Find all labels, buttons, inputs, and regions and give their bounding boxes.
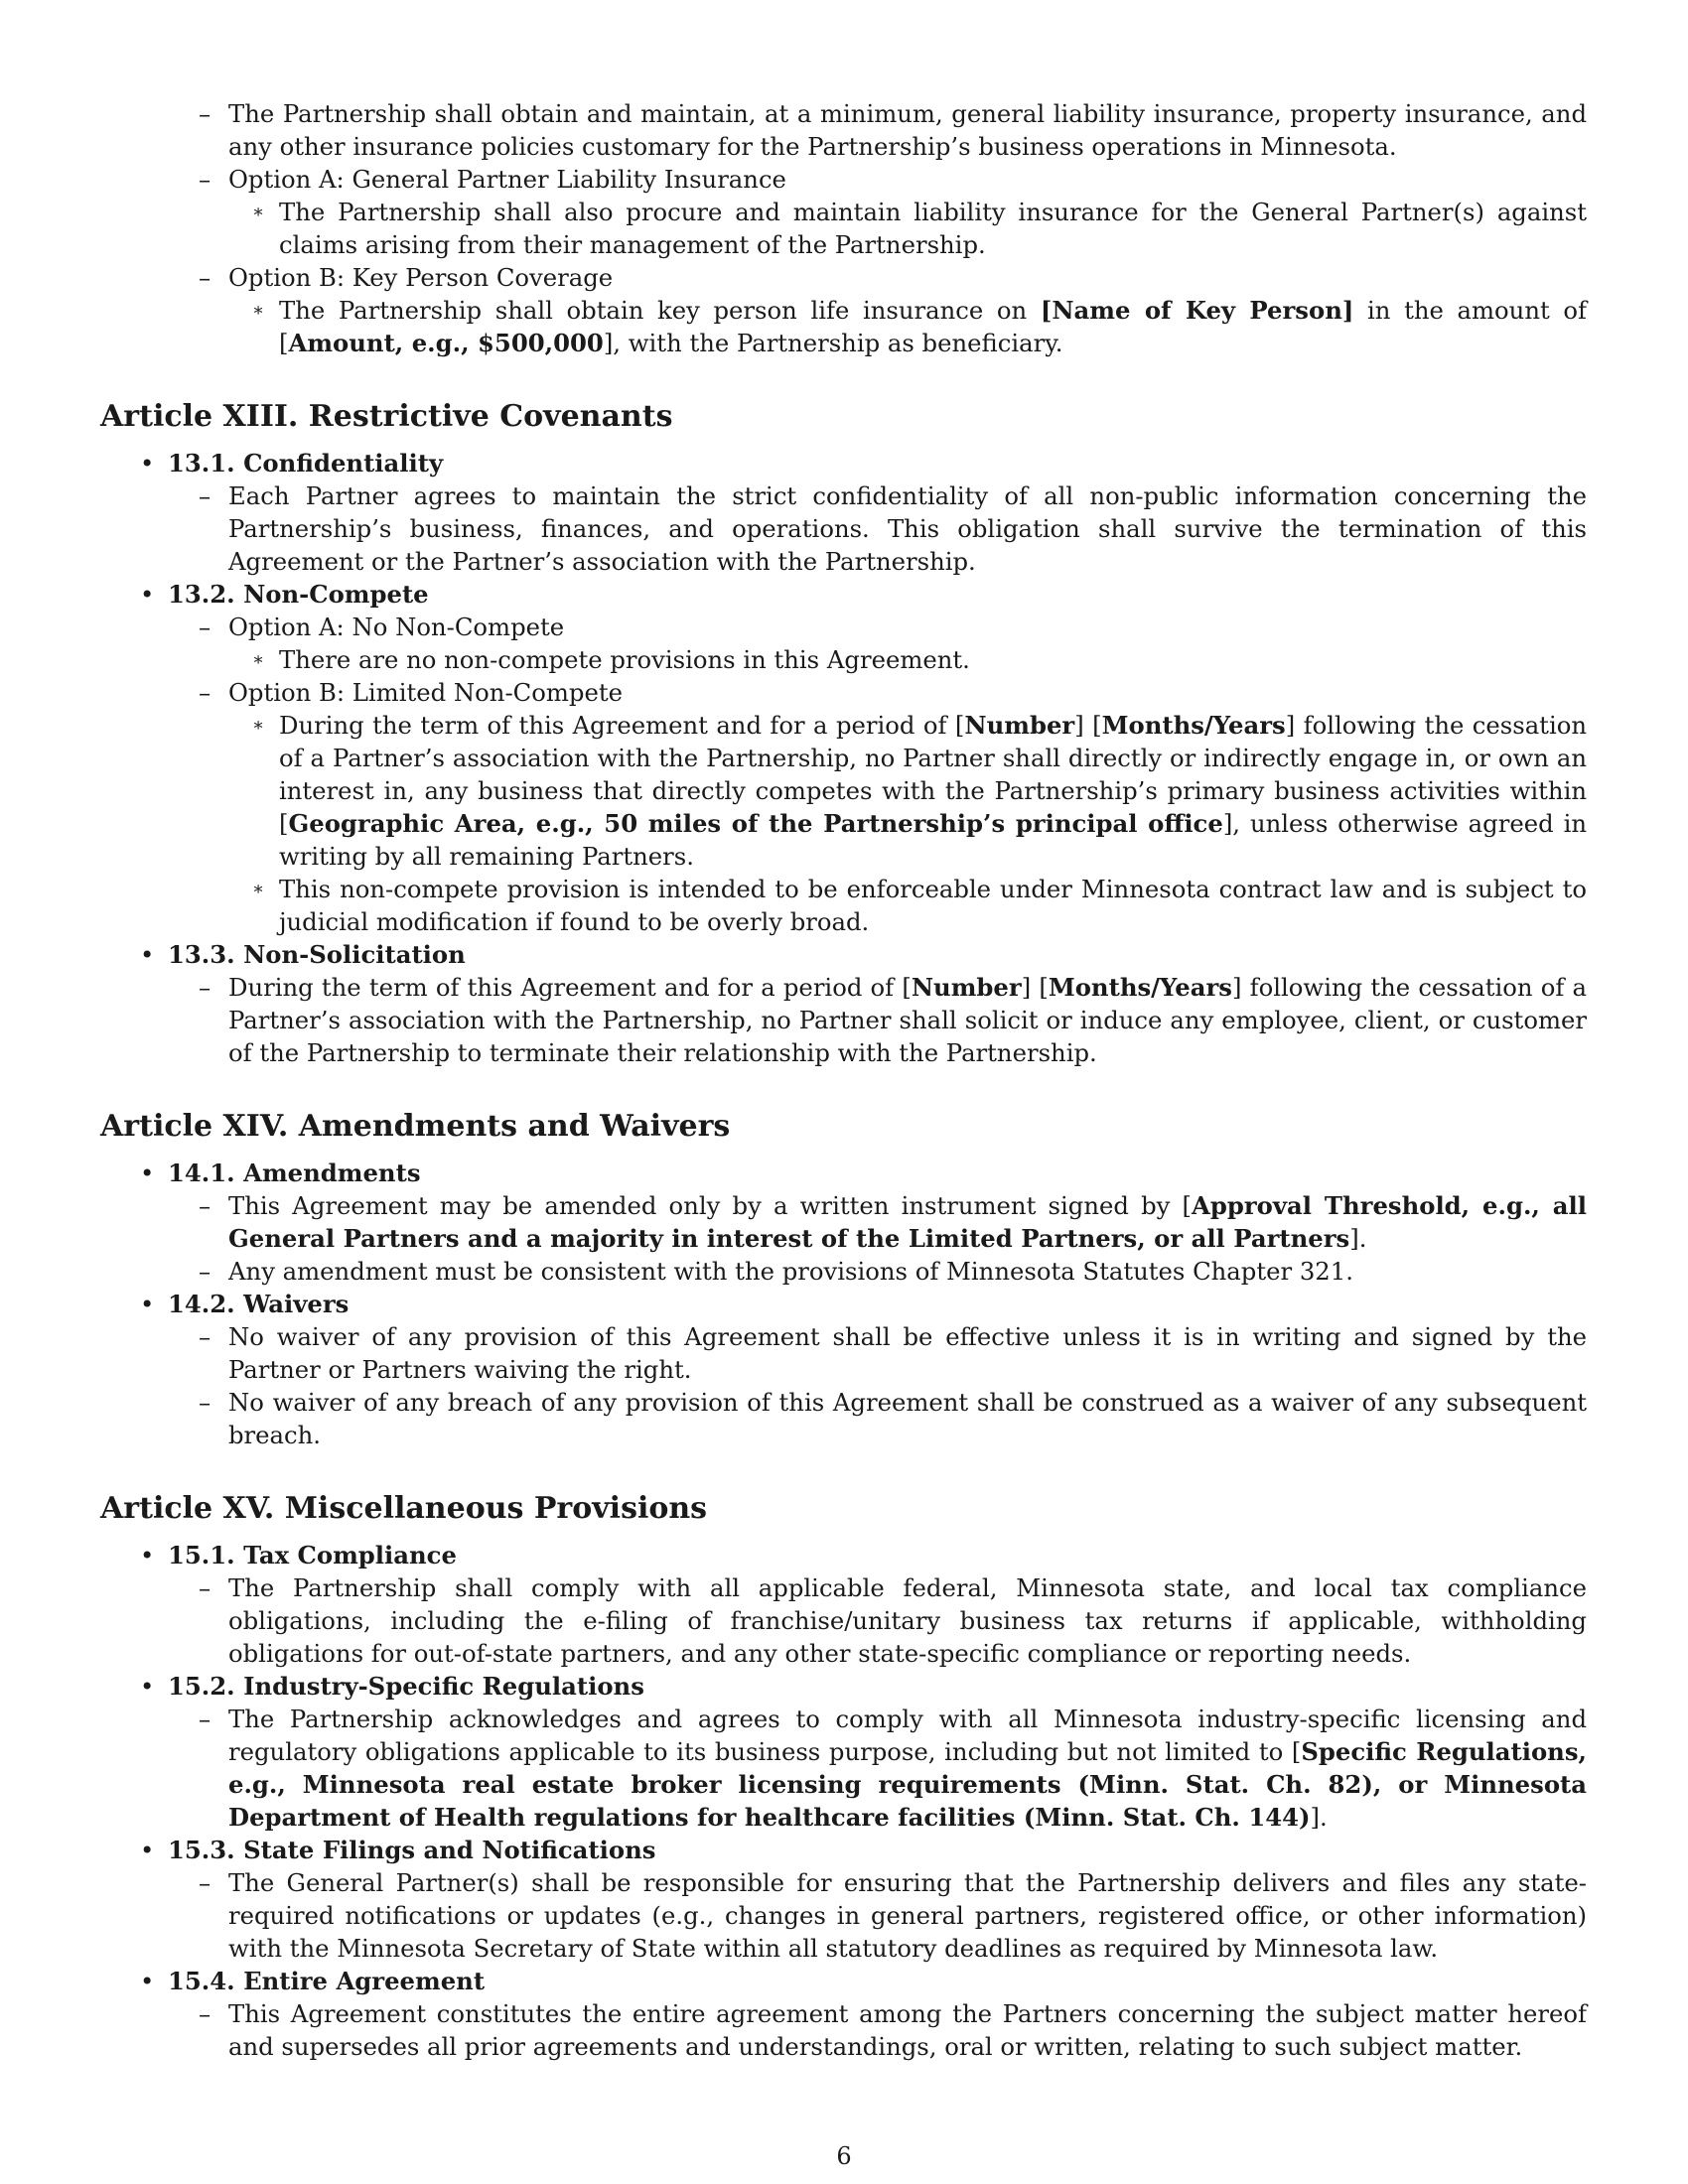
bullet-marker: • [140,1836,155,1864]
placeholder-approval-threshold: Approval Threshold, e.g., all General Partners and a majority in interest of the Limited Partners, or all Partners [228,1191,1588,1253]
placeholder-months-years: Months/Years [1048,973,1232,1002]
text-run: ], with the Partnership as beneficiary. [603,329,1063,357]
tax-compliance-item [199,1571,1587,1670]
text-run: in the amount of [ [279,296,1587,357]
text-run: The Partnership acknowledges and agrees to comply with all Minnesota industry-specific licensing and regulatory obligations applicable to its business purpose, including but not limited to [ [228,1705,1587,1766]
section-13-3 [140,938,1587,971]
text-run: The Partnership shall obtain key person life insurance on [279,296,1041,325]
bullet-marker: • [140,1967,155,1995]
dash-marker: – [199,1999,211,2028]
state-filings-text: The General Partner(s) shall be responsible for ensuring that the Partnership delivers and files any state-required notifications or updates (e.g., changes in general partners, registered office, or other information) with the Minnesota Secretary of State within all statutory deadlines as required by Minnesota law. [228,1868,1587,1963]
text-run: ]. [1349,1224,1367,1253]
noncompete-option-a [199,611,1587,643]
text-run: During the term of this Agreement and for a period of [ [228,973,912,1002]
waivers-item-2 [199,1386,1587,1451]
section-title: 13.3. Non-Solicitation [168,940,466,969]
dash-marker: – [199,99,211,128]
section-title: 15.2. Industry-Specific Regulations [168,1672,644,1701]
section-14-1 [140,1157,1587,1189]
noncompete-option-b [199,676,1587,709]
dash-marker: – [199,1322,211,1351]
amendments-item-1 [199,1189,1588,1255]
tax-compliance-text: The Partnership shall comply with all applicable federal, Minnesota state, and local tax compliance obligations, including the e-filing of franchise/unitary business tax returns if applicable, withholding obligations for out-of-state partners, and any other state-specific compliance or reporting needs. [228,1573,1587,1668]
text-run: This Agreement may be amended only by a written instrument signed by [ [228,1191,1193,1220]
section-15-3 [140,1834,1587,1866]
dash-marker: – [199,263,211,292]
text-run: ] [ [1021,973,1049,1002]
placeholder-amount: Amount, e.g., $500,000 [288,329,604,357]
dash-marker: – [199,1388,211,1417]
option-label: Option B: Limited Non-Compete [228,678,623,707]
amendments-item-2 [199,1255,1587,1288]
section-13-2 [140,578,1587,611]
text-run: ] [ [1074,711,1102,740]
text-run: ], unless otherwise agreed in writing by all remaining Partners. [279,809,1588,871]
waivers-text: No waiver of any breach of any provision of this Agreement shall be construed as a waiver of any subsequent breach. [228,1388,1587,1449]
section-title: 13.2. Non-Compete [168,580,429,609]
option-text: This non-compete provision is intended to be enforceable under Minnesota contract law and is subject to judicial modification if found to be overly broad. [279,875,1587,936]
bullet-marker: • [140,580,155,609]
section-title: 15.4. Entire Agreement [168,1967,486,1995]
option-a-text: The Partnership shall also procure and maintain liability insurance for the General Partner(s) against claims arising from their management of the Partnership. [279,198,1587,259]
placeholder-number: Number [964,711,1075,740]
noncompete-option-a-sub [252,643,1587,676]
confidentiality-item [199,479,1587,578]
section-15-2 [140,1670,1587,1703]
document-page [100,97,1587,2063]
option-a-label: Option A: General Partner Liability Insurance [228,165,786,194]
text-run: ] following the cessation of a Partner’s association with the Partnership, no Partner shall directly or indirectly engage in, or own an interest in, any business that directly competes with the Partnership’s primary business activities within [ [279,711,1587,838]
section-title: 13.1. Confidentiality [168,449,444,478]
entire-agreement-item [199,1997,1587,2063]
star-marker: ∗ [252,300,265,321]
text-run: During the term of this Agreement and for a period of [ [279,711,965,740]
dash-marker: – [199,165,211,194]
industry-regulations-item [199,1703,1587,1834]
confidentiality-text: Each Partner agrees to maintain the strict confidentiality of all non-public information concerning the Partnership’s business, finances, and operations. This obligation shall survive the termination of this Agreement or the Partner’s association with the Partnership. [228,481,1587,576]
insurance-text: The Partnership shall obtain and maintain, at a minimum, general liability insurance, property insurance, and any other insurance policies customary for the Partnership’s business operations in Minnesota. [228,99,1587,161]
section-title: 15.3. State Filings and Notifications [168,1836,656,1864]
noncompete-option-b-sub-1 [252,709,1588,873]
article-13-heading: Article XIII. Restrictive Covenants [100,399,673,434]
star-marker: ∗ [252,879,265,899]
dash-marker: – [199,1705,211,1733]
dash-marker: – [199,678,211,707]
entire-agreement-text: This Agreement constitutes the entire agreement among the Partners concerning the subject matter hereof and supersedes all prior agreements and understandings, oral or written, relating to such subject matter. [228,1999,1587,2061]
placeholder-months-years: Months/Years [1101,711,1286,740]
option-b-label: Option B: Key Person Coverage [228,263,614,292]
article-15-heading: Article XV. Miscellaneous Provisions [100,1491,708,1526]
bullet-marker: • [140,1672,155,1701]
option-b-item [199,261,1587,294]
option-label: Option A: No Non-Compete [228,613,565,641]
option-b-sub [252,294,1587,359]
section-title: 15.1. Tax Compliance [168,1541,457,1570]
section-15-1 [140,1539,1587,1571]
bullet-marker: • [140,1541,155,1570]
section-15-4 [140,1965,1587,1997]
noncompete-option-b-sub-2 [252,873,1587,938]
waivers-text: No waiver of any provision of this Agreement shall be effective unless it is in writing and signed by the Partner or Partners waiving the right. [228,1322,1587,1384]
placeholder-specific-regulations: Specific Regulations, e.g., Minnesota real estate broker licensing requirements (Minn. Stat. Ch. 82), or Minnesota Department of Health regulations for healthcare facilities (Minn. Stat. Ch. 144) [228,1737,1587,1832]
dash-marker: – [199,613,211,641]
placeholder-key-person: [Name of Key Person] [1040,296,1354,325]
state-filings-item [199,1866,1587,1965]
section-13-1 [140,447,1587,479]
section-14-2 [140,1288,1587,1320]
dash-marker: – [199,1868,211,1897]
dash-marker: – [199,481,211,510]
bullet-marker: • [140,940,155,969]
placeholder-geographic-area: Geographic Area, e.g., 50 miles of the Partnership’s principal office [288,809,1223,838]
bullet-marker: • [140,1159,155,1187]
star-marker: ∗ [252,715,265,736]
star-marker: ∗ [252,649,265,670]
text-run: ] following the cessation of a Partner’s association with the Partnership, no Partner shall solicit or induce any employee, client, or customer of the Partnership to terminate their relationship with the Partnership. [228,973,1587,1067]
placeholder-number: Number [911,973,1022,1002]
section-title: 14.1. Amendments [168,1159,421,1187]
amendments-text: Any amendment must be consistent with the provisions of Minnesota Statutes Chapter 321. [228,1257,1353,1286]
text-run: ]. [1310,1803,1328,1832]
dash-marker: – [199,1191,211,1220]
option-a-item [199,163,1587,196]
nonsolicitation-item [199,971,1587,1069]
page-number: 6 [836,2142,852,2170]
section-title: 14.2. Waivers [168,1290,350,1318]
insurance-item [199,97,1587,163]
dash-marker: – [199,1573,211,1602]
waivers-item-1 [199,1320,1587,1386]
bullet-marker: • [140,1290,155,1318]
star-marker: ∗ [252,202,265,222]
dash-marker: – [199,973,211,1002]
dash-marker: – [199,1257,211,1286]
article-14-heading: Article XIV. Amendments and Waivers [100,1109,731,1144]
option-a-sub [252,196,1587,261]
option-text: There are no non-compete provisions in this Agreement. [279,645,970,674]
bullet-marker: • [140,449,155,478]
